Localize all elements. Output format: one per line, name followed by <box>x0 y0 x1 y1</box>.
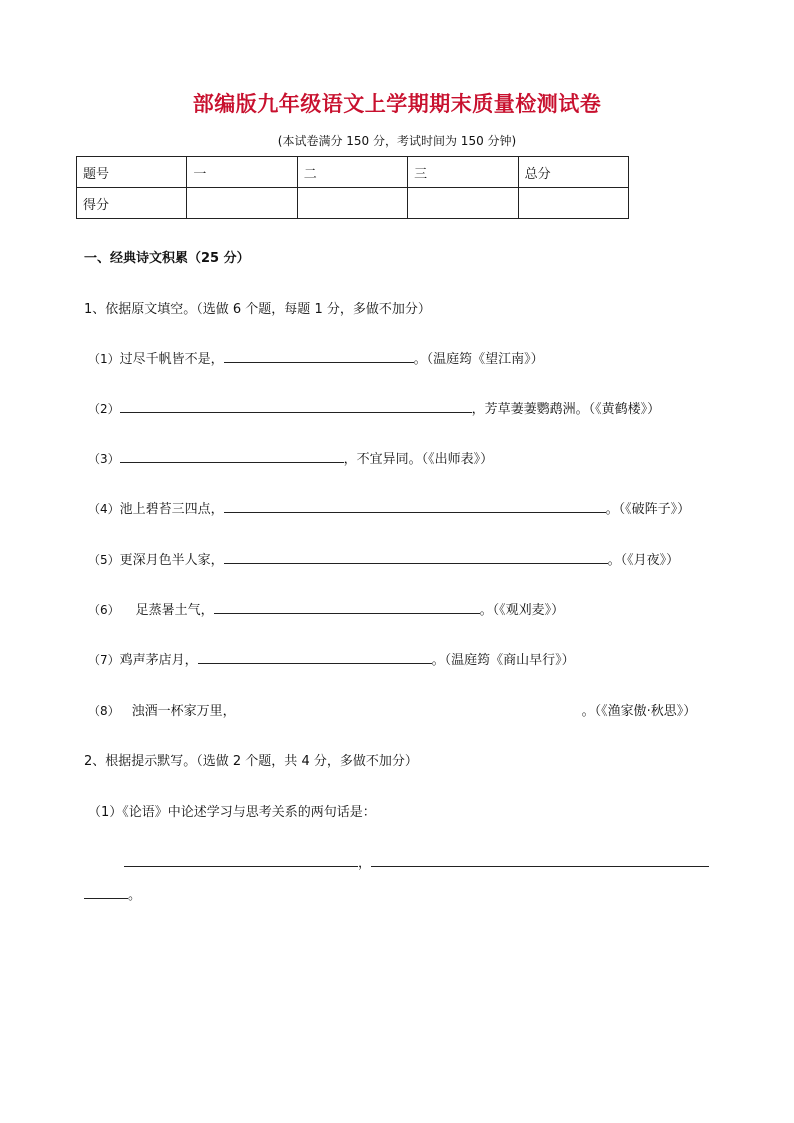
item-number: （7） <box>88 653 120 667</box>
item-text-before: 鸡声茅店月， <box>119 653 198 668</box>
item-text-after: 。（《渔家傲·秋思》） <box>581 704 697 719</box>
question-item <box>88 649 575 668</box>
item-text-after: 。（《月夜》） <box>607 553 680 568</box>
question-item <box>88 700 696 719</box>
score-header-cell: 总分 <box>518 157 628 188</box>
score-header-cell: 二 <box>297 157 407 188</box>
item-text-before: 过尽千帆皆不是， <box>119 352 224 367</box>
score-header-cell: 一 <box>187 157 297 188</box>
item-number: （8） <box>88 704 120 718</box>
item-number: （6） <box>88 603 120 617</box>
answer-blank[interactable] <box>198 649 432 664</box>
answer-blank[interactable] <box>371 852 709 867</box>
question-item <box>88 398 660 417</box>
answer-blank[interactable] <box>124 852 358 867</box>
score-entry-cell[interactable] <box>297 188 407 219</box>
item-text-after: 。（温庭筠《望江南》） <box>413 352 544 367</box>
question-item <box>88 599 564 618</box>
score-entry-cell[interactable] <box>187 188 297 219</box>
item-text-after: ，芳草萋萋鹦鹉洲。（《黄鹤楼》） <box>471 402 661 417</box>
question-item <box>88 549 679 568</box>
question-2-answer-end <box>84 884 141 903</box>
item-number: （4） <box>88 502 120 516</box>
item-text-after: 。（《观刈麦》） <box>479 603 565 618</box>
question-item <box>88 498 690 517</box>
question-item <box>88 448 493 467</box>
answer-blank[interactable] <box>120 398 472 413</box>
question-2-answer-line <box>124 852 709 871</box>
item-text-before: 更深月色半人家， <box>119 553 224 568</box>
answer-blank[interactable] <box>214 599 480 614</box>
end-text: 。 <box>128 888 142 903</box>
answer-blank[interactable] <box>224 549 608 564</box>
page-subtitle: (本试卷满分 150 分，考试时间为 150 分钟) <box>277 134 517 148</box>
score-table-score-row <box>77 188 629 219</box>
answer-blank[interactable] <box>224 348 414 363</box>
item-text-before: 池上碧苔三四点， <box>119 502 224 517</box>
page-title: 部编版九年级语文上学期期末质量检测试卷 <box>192 92 602 116</box>
score-table-header-row <box>77 157 629 188</box>
score-entry-cell[interactable] <box>408 188 518 219</box>
score-row-label: 得分 <box>77 188 187 219</box>
score-table <box>76 156 629 219</box>
item-text-after: 。（《破阵子》） <box>605 502 691 517</box>
score-entry-cell[interactable] <box>518 188 628 219</box>
question-2-item-1: （1）《论语》中论述学习与思考关系的两句话是： <box>88 805 376 820</box>
item-number: （3） <box>88 452 120 466</box>
item-text-after: ，不宜异同。（《出师表》） <box>343 452 494 467</box>
answer-blank[interactable] <box>224 498 606 513</box>
answer-blank[interactable] <box>120 448 344 463</box>
question-item <box>88 348 544 367</box>
item-text-before: 足蒸暑土气， <box>135 603 214 618</box>
comma-text: ， <box>358 856 372 871</box>
item-number: （2） <box>88 402 120 416</box>
section-heading: 一、经典诗文积累（25 分） <box>84 251 250 266</box>
item-number: （5） <box>88 553 120 567</box>
item-text-before: 浊酒一杯家万里， <box>131 704 236 719</box>
answer-blank[interactable] <box>84 884 128 899</box>
score-header-cell: 三 <box>408 157 518 188</box>
score-header-cell: 题号 <box>77 157 187 188</box>
item-text-after: 。（温庭筠《商山早行》） <box>431 653 575 668</box>
question-2-prompt: 2、根据提示默写。（选做 2 个题，共 4 分，多做不加分） <box>84 754 418 769</box>
item-number: （1） <box>88 352 120 366</box>
question-1-prompt: 1、依据原文填空。（选做 6 个题，每题 1 分，多做不加分） <box>84 302 431 317</box>
